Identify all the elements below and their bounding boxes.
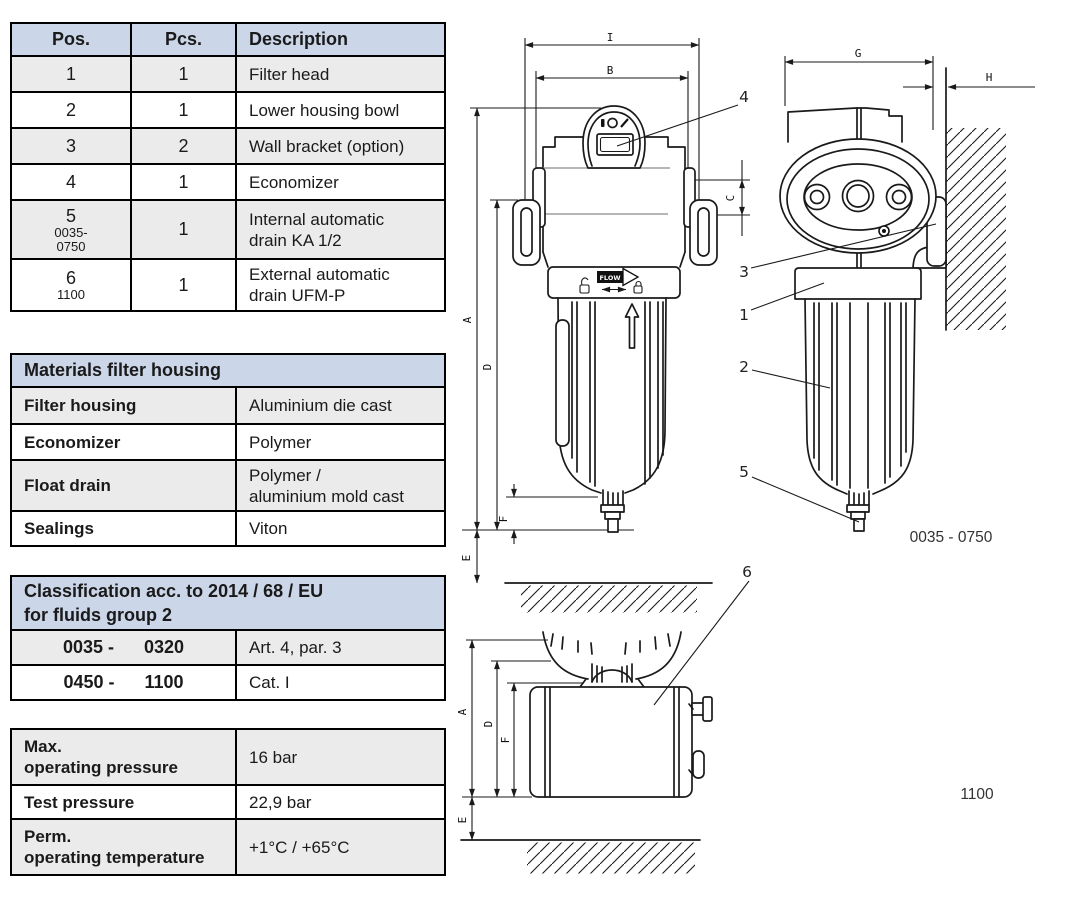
parts-table: [10, 22, 446, 312]
pos-range: 1100: [57, 287, 85, 302]
spec-value: 22,9 bar: [236, 785, 445, 819]
table-row: [11, 92, 445, 128]
callout-2: [739, 358, 830, 388]
pos-cell: 3: [11, 128, 131, 164]
material-label: Float drain: [11, 460, 236, 511]
table-row: [11, 785, 445, 819]
callout-3-label: 3: [739, 263, 749, 281]
pcs-cell: 1: [131, 164, 236, 200]
table-row: [11, 128, 445, 164]
dim-label-a: A: [461, 316, 474, 324]
table-row: [11, 164, 445, 200]
pos-number: 6: [65, 268, 76, 288]
material-label: Economizer: [11, 424, 236, 460]
material-label: Filter housing: [11, 387, 236, 424]
dim-label-f: F: [497, 515, 510, 523]
front-view-drawing: [460, 31, 750, 613]
classification-header-row: [11, 576, 445, 630]
flow-label: FLOW: [599, 274, 621, 282]
pos-cell: [11, 259, 131, 311]
dim-label-c: C: [724, 194, 737, 202]
filter-front-outline: [505, 106, 717, 613]
spec-label: Perm. operating temperature: [11, 819, 236, 875]
pcs-cell: 1: [131, 92, 236, 128]
pcs-cell: 2: [131, 128, 236, 164]
callout-2-label: 2: [739, 358, 749, 376]
pos-cell: 4: [11, 164, 131, 200]
side-view-dimensions: [785, 47, 1035, 130]
external-drain-outline: [461, 632, 712, 874]
table-row: [11, 511, 445, 546]
table-row: [11, 259, 445, 311]
dim-label-i: I: [606, 31, 614, 44]
collar-band-side: [795, 268, 921, 299]
material-value: Aluminium die cast: [236, 387, 445, 424]
floor-hatching-bottom: [527, 843, 695, 874]
materials-header-row: [11, 354, 445, 387]
table-row: [11, 424, 445, 460]
materials-title: Materials filter housing: [11, 354, 445, 387]
pressure-table: [10, 728, 446, 876]
pos-cell: 1: [11, 56, 131, 92]
variant-caption-small: 0035 - 0750: [909, 529, 993, 546]
parts-col-desc: Description: [236, 23, 445, 56]
up-arrow-icon: [626, 304, 639, 348]
spec-label: Test pressure: [11, 785, 236, 819]
desc-cell: External automatic drain UFM-P: [236, 259, 445, 311]
dim-label-a2: A: [456, 708, 469, 716]
spec-value: 16 bar: [236, 729, 445, 785]
external-drain-box: [530, 687, 692, 797]
dim-label-b: B: [606, 64, 614, 77]
drain-fitting-bottom: [693, 751, 704, 778]
desc-cell: Wall bracket (option): [236, 128, 445, 164]
wall-hatching: [946, 128, 1006, 330]
material-value: Polymer: [236, 424, 445, 460]
desc-cell: Economizer: [236, 164, 445, 200]
economizer-indicator-icon: [601, 119, 605, 127]
model-range-cell: 0035 - 0320: [11, 630, 236, 665]
parts-col-pos: Pos.: [11, 23, 131, 56]
callout-6-label: 6: [742, 563, 752, 581]
material-value: Polymer / aluminium mold cast: [236, 460, 445, 511]
material-label: Sealings: [11, 511, 236, 546]
table-row: [11, 387, 445, 424]
pos-range: 0750: [56, 238, 86, 254]
dim-label-d: D: [481, 363, 494, 371]
table-row: [11, 200, 445, 259]
table-row: [11, 729, 445, 785]
drain-port-front: [608, 519, 618, 532]
table-row: [11, 460, 445, 511]
spec-value: +1°C / +65°C: [236, 819, 445, 875]
callout-1-label: 1: [739, 306, 749, 324]
technical-drawings: [450, 20, 1065, 897]
classification-value: Cat. I: [236, 665, 445, 700]
material-value: Viton: [236, 511, 445, 546]
table-row: [11, 665, 445, 700]
floor-hatching: [521, 586, 697, 613]
pcs-cell: 1: [131, 56, 236, 92]
table-row: [11, 819, 445, 875]
dim-label-g: G: [854, 47, 862, 60]
callout-5: [739, 463, 859, 522]
callout-5-label: 5: [739, 463, 749, 481]
pos-cell: [11, 200, 131, 259]
dim-label-e2: E: [456, 816, 469, 824]
dim-label-d2: D: [482, 720, 495, 728]
parts-header-row: [11, 23, 445, 56]
pos-cell: 2: [11, 92, 131, 128]
dim-label-h: H: [985, 71, 993, 84]
pcs-cell: 1: [131, 259, 236, 311]
materials-table: [10, 353, 446, 547]
pos-number: 5: [65, 205, 76, 226]
dim-label-e: E: [460, 554, 473, 562]
classification-title: Classification acc. to 2014 / 68 / EU for fluids group 2: [11, 576, 445, 630]
desc-cell: Filter head: [236, 56, 445, 92]
dim-label-f2: F: [499, 736, 512, 744]
table-row: [11, 630, 445, 665]
parts-col-pcs: Pcs.: [131, 23, 236, 56]
pcs-cell: 1: [131, 200, 236, 259]
desc-cell: Internal automatic drain KA 1/2: [236, 200, 445, 259]
pos-range: 0035-: [54, 224, 88, 240]
filter-side-outline: [780, 68, 1006, 531]
callout-4-label: 4: [739, 88, 749, 106]
spec-label: Max. operating pressure: [11, 729, 236, 785]
table-row: [11, 56, 445, 92]
classification-value: Art. 4, par. 3: [236, 630, 445, 665]
variant-caption-large: 1100: [960, 786, 994, 803]
housing-bowl-side: [805, 299, 915, 531]
side-view-drawing: [739, 47, 1035, 546]
desc-cell: Lower housing bowl: [236, 92, 445, 128]
sight-glass: [556, 320, 569, 446]
model-range-cell: 0450 - 1100: [11, 665, 236, 700]
classification-table: [10, 575, 446, 701]
